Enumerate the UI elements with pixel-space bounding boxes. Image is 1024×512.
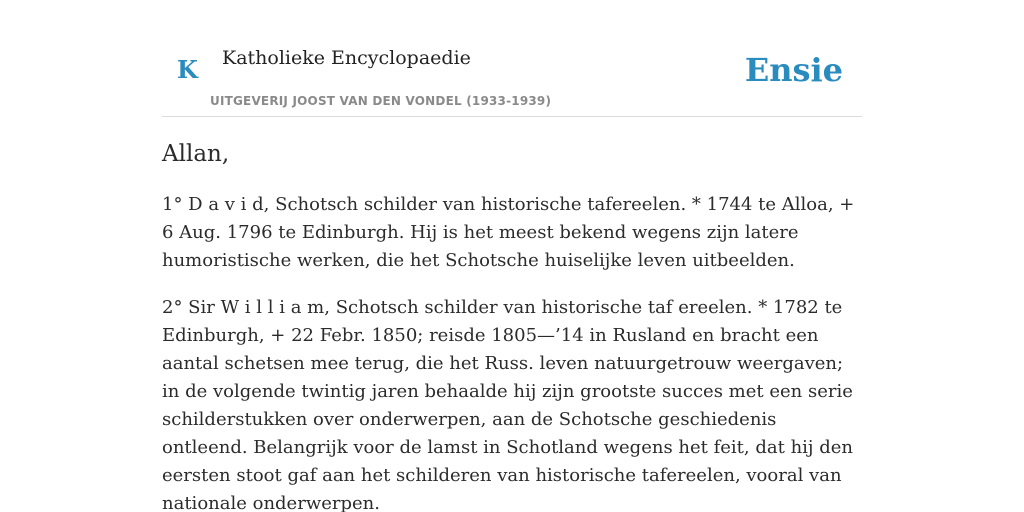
site-header — [162, 0, 862, 117]
entry-content — [162, 138, 862, 512]
publisher-label: UITGEVERIJ JOOST VAN DEN VONDEL (1933-1939) — [210, 94, 552, 108]
encyclopedia-logo-k[interactable]: K — [177, 55, 198, 84]
ensie-brand-logo[interactable]: Ensie — [744, 51, 843, 89]
entry-paragraph-1: 1° D a v i d, Schotsch schilder van historische tafereelen. * 1744 te Alloa, + 6 Aug. 1796 te Edinburgh. Hij is het meest bekend wegens zijn latere humoristische werken, die het Schotsche huiselijke leven uitbeelden. — [162, 194, 855, 271]
entry-title: Allan, — [162, 141, 230, 167]
entry-paragraph-2: 2° Sir W i l l i a m, Schotsch schilder van historische taf ereelen. * 1782 te Edinburgh, + 22 Febr. 1850; reisde 1805—’14 in Rusland en bracht een aantal schetsen mee terug, die het Russ. leven natuurgetrouw weergaven; in de volgende twintig jaren behaalde hij zijn grootste succes met een serie schilderstukken over onderwerpen, aan de Schotsche geschiedenis ontleend. Belangrijk voor de lamst in Schotland wegens het feit, dat hij den eersten stoot gaf aan het schilderen van historische tafereelen, vooral van nationale onderwerpen. — [162, 297, 853, 512]
encyclopedia-title[interactable]: Katholieke Encyclopaedie — [222, 47, 471, 69]
